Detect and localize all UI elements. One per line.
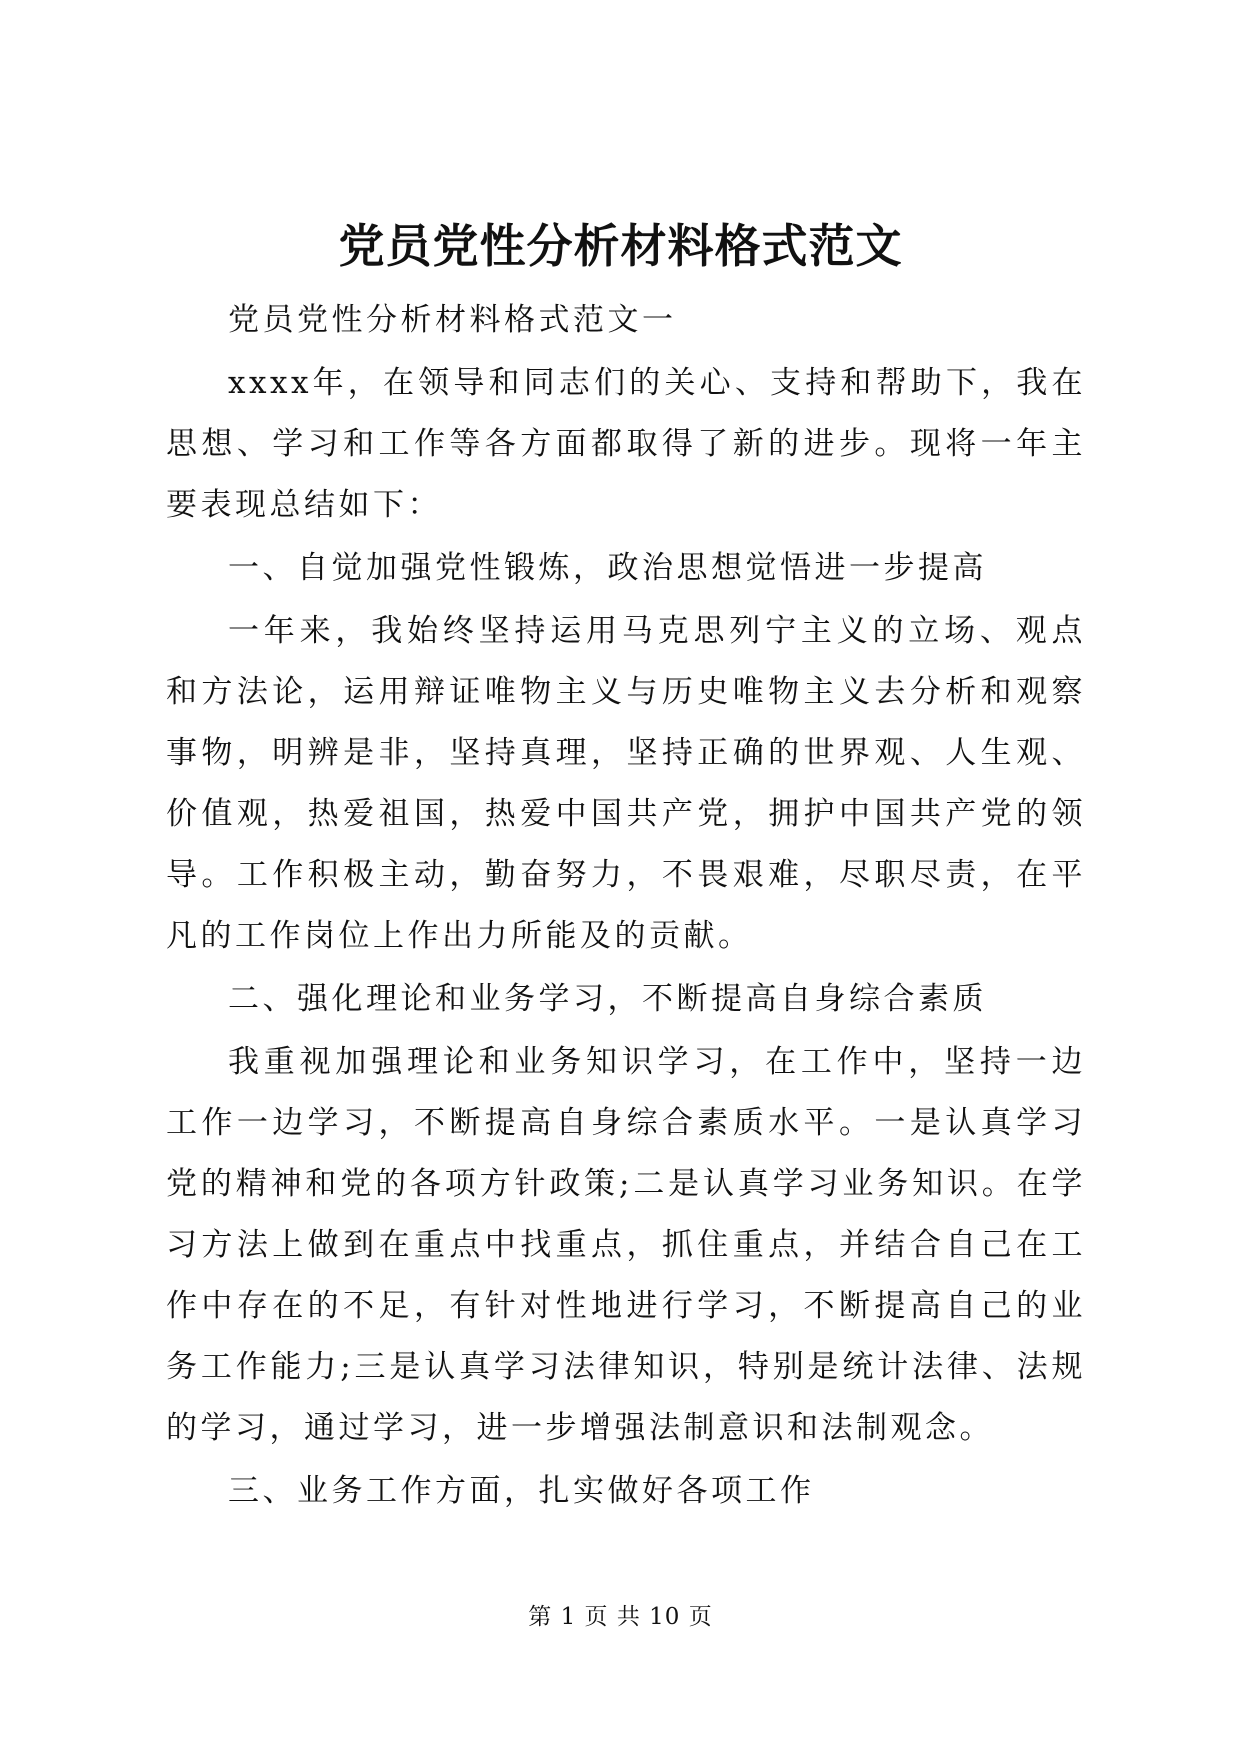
section-1-paragraph: 一年来，我始终坚持运用马克思列宁主义的立场、观点和方法论，运用辩证唯物主义与历史唯物主义去分析和观察事物，明辨是非，坚持真理，坚持正确的世界观、人生观、价值观，热爱祖国，热爱中国共产党，拥护中国共产党的领导。工作积极主动，勤奋努力，不畏艰难，尽职尽责，在平凡的工作岗位上作出力所能及的贡献。 <box>166 613 1086 954</box>
section-heading-1: 一、自觉加强党性锻炼，政治思想觉悟进一步提高 <box>228 550 987 586</box>
section-heading-3: 三、业务工作方面，扎实做好各项工作 <box>228 1473 815 1509</box>
section-heading-2: 二、强化理论和业务学习，不断提高自身综合素质 <box>228 981 987 1017</box>
page-footer: 第 1 页 共 10 页 <box>528 1604 713 1630</box>
document-body <box>166 290 1086 1524</box>
intro-paragraph: xxxx年，在领导和同志们的关心、支持和帮助下，我在思想、学习和工作等各方面都取得了新的进步。现将一年主要表现总结如下： <box>166 365 1086 523</box>
document-title: 党员党性分析材料格式范文 <box>338 219 903 273</box>
subtitle-paragraph: 党员党性分析材料格式范文一 <box>228 302 677 338</box>
section-2-paragraph: 我重视加强理论和业务知识学习，在工作中，坚持一边工作一边学习，不断提高自身综合素质水平。一是认真学习党的精神和党的各项方针政策;二是认真学习业务知识。在学习方法上做到在重点中找重点，抓住重点，并结合自己在工作中存在的不足，有针对性地进行学习，不断提高自己的业务工作能力;三是认真学习法律知识，特别是统计法律、法规的学习，通过学习，进一步增强法制意识和法制观念。 <box>166 1044 1086 1446</box>
